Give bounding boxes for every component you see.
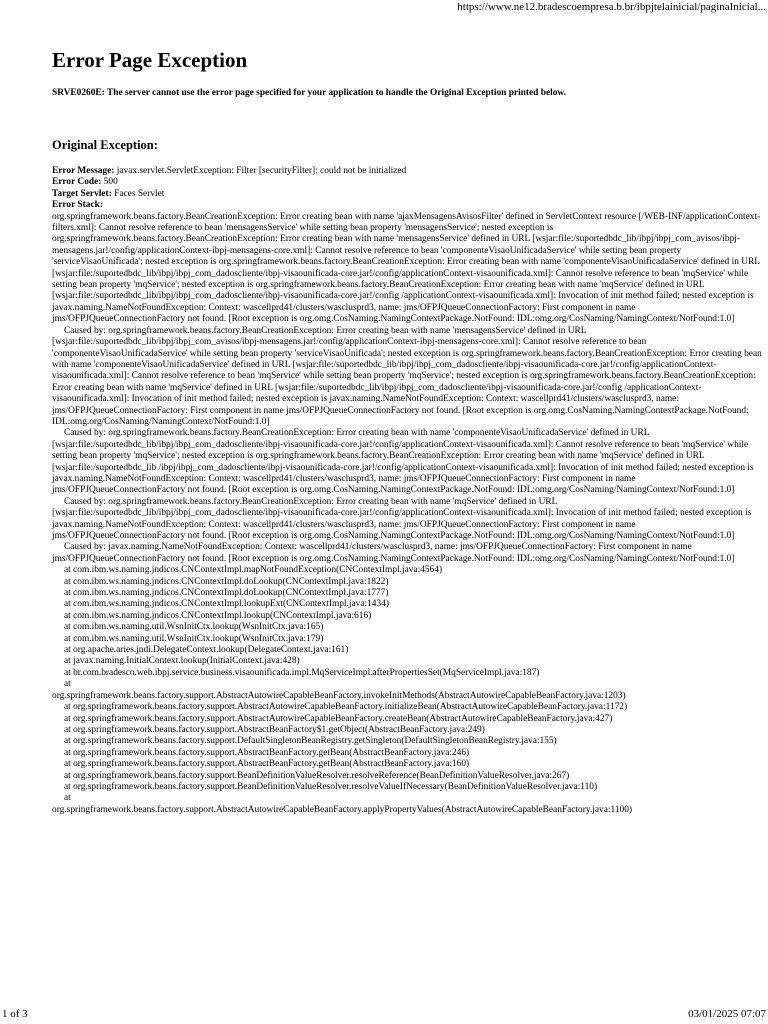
- original-exception-heading: Original Exception:: [52, 138, 158, 152]
- error-message-value: javax.servlet.ServletException: Filter [securityFilter]: could not be initialized: [116, 166, 407, 176]
- error-code-value: 500: [103, 177, 118, 188]
- target-servlet-label: Target Servlet:: [52, 188, 112, 199]
- page-title: Error Page Exception: [52, 48, 248, 72]
- stack-frame: at org.springframework.beans.factory.support.AbstractAutowireCapableBeanFactory.initializeBean(AbstractAutowireCapableBeanFactory.java:1172): [64, 702, 628, 713]
- stack-paragraph: Caused by: org.springframework.beans.factory.BeanCreationException: Error creating bean with name 'mqService' defined in URL [wsjar:file:/suportedbdc_lib/ibpj/ibpj_com_dadoscliente/ibpj-visaounificada-core.jar!/config/applicationContext-visaounificada.xml]: Invocation of init method failed; nested exception is javax.naming.NameNotFoundException: Context: wascellprd41/clusters/wasclusprd3, name: jms/OFPJQueueConnectionFactory: First component in name jms/OFPJQueueConnectionFactory not found. [Root exception is org.omg.CosNaming.NamingContextPackage.NotFound: IDL:omg.org/CosNaming/NamingContext/NotFound:1.0]: [52, 496, 752, 541]
- stack-frame: at org.springframework.beans.factory.support.BeanDefinitionValueResolver.resolveReference(BeanDefinitionValueResolver.java:267): [64, 770, 570, 781]
- error-stack-row: [52, 200, 764, 211]
- stack-frame: at com.ibm.ws.naming.jndicos.CNContextImpl.doLookup(CNContextImpl.java:1777): [64, 588, 389, 599]
- target-servlet-value: Faces Servlet: [114, 188, 165, 199]
- stack-frame: at: [64, 793, 71, 804]
- stack-frame: at com.ibm.ws.naming.util.WsnInitCtx.lookup(WsnInitCtx.java:165): [64, 622, 324, 633]
- page-indicator: 1 of 3: [2, 1008, 28, 1020]
- stack-paragraph: Caused by: org.springframework.beans.factory.BeanCreationException: Error creating bean with name 'componenteVisaoUnificadaService' defined in URL [wsjar:file:/suportedbdc_lib/ibpj/ibpj_com_dadoscliente/ibpj-visaounificada-core.jar!/config/applicationContext-visaounificada.xml]: Cannot resolve reference to bean 'mqService' while setting bean property 'mqService'; nested exception is org.springframework.beans.factory.BeanCreationException: Error creating bean with name 'mqService' defined in URL [wsjar:file:/suportedbdc_lib /ibpj/ibpj_com_dadoscliente/ibpj-visaounificada-core.jar!/config/applicationContext-visaounificada.xml]: Invocation of init method failed; nested exception is javax.naming.NameNotFoundException: Context: wascellprd41/clusters/wasclusprd3, name: jms/OFPJQueueConnectionFactory: First component in name jms/OFPJQueueConnectionFactory not found. [Root exception is org.omg.CosNaming.NamingContextPackage.NotFound: IDL:omg.org/CosNaming/NamingContext/NotFound:1.0]: [52, 428, 754, 496]
- print-timestamp: 03/01/2025 07:07: [688, 1008, 766, 1020]
- stack-frame: at com.ibm.ws.naming.util.WsnInitCtx.lookup(WsnInitCtx.java:179): [64, 633, 324, 644]
- stack-frame: at: [64, 679, 71, 690]
- stack-frame: at org.springframework.beans.factory.support.AbstractBeanFactory.getBean(AbstractBeanFactory.java:160): [64, 759, 470, 770]
- page-url: https://www.ne12.bradescoempresa.b.br/ibpjtelainicial/paginaInicial...: [457, 1, 766, 13]
- target-servlet-row: [52, 189, 764, 200]
- stack-paragraph: Caused by: org.springframework.beans.factory.BeanCreationException: Error creating bean with name 'mensagensService' defined in URL [wsjar:file:/suportedbdc_lib/ibpj/ibpj_com_avisos/ibpj-mensagens.jar!/config/applicationContext-ibpj-mensagens-core.xml]: Cannot resolve reference to bean 'componenteVisaoUnificadaService' while setting bean property 'serviceVisaoUnificada'; nested exception is org.springframework.beans.factory.BeanCreationException: Error creating bean with name 'componenteVisaoUnificadaService' defined in URL [wsjar:file:/suportedbdc_lib/ibpj/ibpj_com_dadoscliente/ibpj-visaounificada-core.jar!/config/applicationContext-visaounificada.xml]: Cannot resolve reference to bean 'mqService' while setting bean property 'mqService'; nested exception is org.springframework.beans.factory.BeanCreationException: Error creating bean with name 'mqService' defined in URL [wsjar:file:/suportedbdc_lib/ibpj/ibpj_com_dadoscliente/ibpj-visaounificada-core.jar!/config /applicationContext-visaounificada.xml]: Invocation of init method failed; nested exception is javax.naming.NameNotFoundException: Context: wascellprd41/clusters/wasclusprd3, name: jms/OFPJQueueConnectionFactory: First component in name jms/OFPJQueueConnectionFactory not found. [Root exception is org.omg.CosNaming.NamingContextPackage.NotFound: IDL:omg.org/CosNaming/NamingContext/NotFound:1.0]: [52, 325, 762, 427]
- stack-frame: at br.com.bradesco.web.ibpj.service.business.visaounificada.impl.MqServiceImpl.afterPropertiesSet(MqServiceImpl.java:187): [64, 667, 540, 678]
- stack-frame: at org.springframework.beans.factory.support.DefaultSingletonBeanRegistry.getSingleton(DefaultSingletonBeanRegistry.java:155): [64, 736, 557, 747]
- stack-frame-wrapped: org.springframework.beans.factory.support.AbstractAutowireCapableBeanFactory.applyPropertyValues(AbstractAutowireCapableBeanFactory.java:1100): [52, 804, 633, 815]
- stack-paragraph: org.springframework.beans.factory.BeanCreationException: Error creating bean with name 'ajaxMensagensAvisosFilter' defined in ServletContext resource [/WEB-INF/applicationContext-filters.xml]: Cannot resolve reference to bean 'mensagensService' while setting bean property 'mensagensService'; nested exception is org.springframework.beans.factory.BeanCreationException: Error creating bean with name 'mensagensService' defined in URL [wsjar:file:/suportedbdc_lib/ibpj/ibpj_com_avisos/ibpj-mensagens.jar!/config/applicationContext-ibpj-mensagens-core.xml]: Cannot resolve reference to bean 'componenteVisaoUnificadaService' while setting bean property 'serviceVisaoUnificada'; nested exception is org.springframework.beans.factory.BeanCreationException: Error creating bean with name 'componenteVisaoUnificadaService' defined in URL [wsjar:file:/suportedbdc_lib/ibpj/ibpj_com_dadoscliente/ibpj-visaounificada-core.jar!/config/applicationContext-visaounificada.xml]: Cannot resolve reference to bean 'mqService' while setting bean property 'mqService'; nested exception is org.springframework.beans.factory.BeanCreationException: Error creating bean with name 'mqService' defined in URL [wsjar:file:/suportedbdc_lib/ibpj/ibpj_com_dadoscliente/ibpj-visaounificada-core.jar!/config /applicationContext-visaounificada.xml]: Invocation of init method failed; nested exception is javax.naming.NameNotFoundException: Context: wascellprd41/clusters/wasclusprd3, name: jms/OFPJQueueConnectionFactory: First component in name jms/OFPJQueueConnectionFactory not found. [Root exception is org.omg.CosNaming.NamingContextPackage.NotFound: IDL:omg.org/CosNaming/NamingContext/NotFound:1.0]: [52, 211, 761, 325]
- stack-frame: at org.springframework.beans.factory.support.BeanDefinitionValueResolver.resolveValueIfNecessary(BeanDefinitionValueResolver.java:110): [64, 781, 598, 792]
- stack-frame: at org.springframework.beans.factory.support.AbstractBeanFactory$1.getObject(AbstractBeanFactory.java:249): [64, 724, 485, 735]
- stack-frame: at com.ibm.ws.naming.jndicos.CNContextImpl.lookup(CNContextImpl.java:616): [64, 610, 372, 621]
- error-code-row: [52, 177, 764, 188]
- stack-paragraph: Caused by: javax.naming.NameNotFoundException: Context: wascellprd41/clusters/wasclusprd3, name: jms/OFPJQueueConnectionFactory: First component in name jms/OFPJQueueConnectionFactory not found. [Root exception is org.omg.CosNaming.NamingContextPackage.NotFound: IDL:omg.org/CosNaming/NamingContext/NotFound:1.0]: [52, 542, 735, 564]
- stack-frame: at com.ibm.ws.naming.jndicos.CNContextImpl.doLookup(CNContextImpl.java:1822): [64, 576, 389, 587]
- stack-frame: at org.apache.aries.jndi.DelegateContext.lookup(DelegateContext.java:161): [64, 645, 349, 656]
- error-message-label: Error Message:: [52, 166, 115, 176]
- error-page: [52, 46, 764, 816]
- stack-frame: at com.ibm.ws.naming.jndicos.CNContextImpl.mapNotFoundException(CNContextImpl.java:4564): [64, 565, 443, 576]
- stack-frame: at org.springframework.beans.factory.support.AbstractAutowireCapableBeanFactory.createBean(AbstractAutowireCapableBeanFactory.java:427): [64, 713, 613, 724]
- error-message-row: [52, 166, 764, 177]
- error-code-label: Error Code:: [52, 177, 102, 188]
- stack-frame: at org.springframework.beans.factory.support.AbstractBeanFactory.getBean(AbstractBeanFactory.java:246): [64, 747, 470, 758]
- error-summary: SRVE0260E: The server cannot use the error page specified for your application to handle the Original Exception printed below.: [52, 88, 566, 98]
- error-stack: [52, 212, 764, 817]
- error-stack-label: Error Stack:: [52, 200, 103, 211]
- stack-frame: at com.ibm.ws.naming.jndicos.CNContextImpl.lookupExt(CNContextImpl.java:1434): [64, 599, 389, 610]
- stack-frame: at javax.naming.InitialContext.lookup(InitialContext.java:428): [64, 656, 300, 667]
- stack-frame-wrapped: org.springframework.beans.factory.support.AbstractAutowireCapableBeanFactory.invokeInitMethods(AbstractAutowireCapableBeanFactory.java:1203): [52, 690, 626, 701]
